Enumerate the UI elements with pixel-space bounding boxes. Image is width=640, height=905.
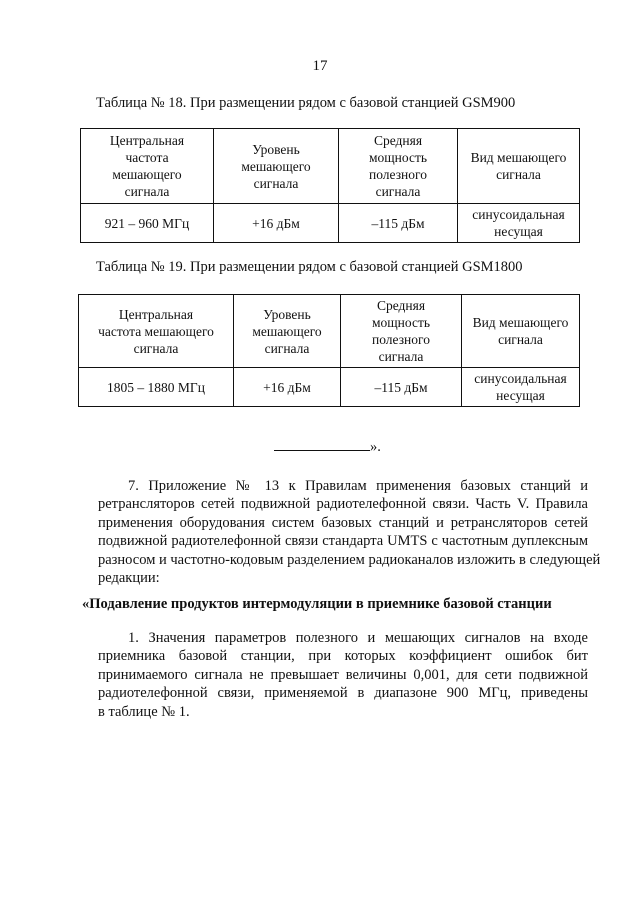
header-line: частота мешающего [98,323,214,339]
paragraph-line: редакции: [98,570,160,587]
header-line: полезного [372,332,430,347]
cell-line: несущая [496,388,545,403]
table-18-header-cell [81,129,214,204]
paragraph-line: принимаемого сигнала не превышает величины 0,001, для сети подвижной [98,666,588,683]
paragraph-line: приемника базовой станции, при которых коэффициент ошибок бит [98,648,588,665]
header-line: Уровень [263,306,311,322]
section-heading: «Подавление продуктов интермодуляции в приемнике базовой станции [82,596,552,612]
table-19-header-row [79,295,580,368]
page-number: 17 [312,58,328,74]
table-18-header-cell [458,129,580,204]
header-line: Уровень [252,141,300,157]
table-cell: +16 дБм [234,368,341,407]
cell-line: синусоидальная [474,371,567,386]
table-19-header-cell [341,295,462,368]
table-19-header-cell [79,295,234,368]
table-19-header-cell [462,295,580,368]
table-cell: –115 дБм [339,204,458,243]
paragraph-line: применения оборудования систем базовых станций и ретрансляторов сетей [98,514,588,531]
header-line: Вид мешающего [470,150,567,165]
table-cell [458,204,580,243]
closing-line [274,438,381,456]
header-line: сигнала [375,184,421,199]
table-18 [80,128,580,243]
table-19-header-cell [234,295,341,368]
table-19-caption: Таблица № 19. При размещении рядом с базовой станцией GSM1800 [96,259,523,275]
table-18-header-row [81,129,580,204]
header-line: полезного [369,167,427,182]
header-line: частота [125,150,169,165]
paragraph-line: ретрансляторов сетей подвижной радиотелефонной связи. Часть V. Правила [98,496,588,513]
table-cell: +16 дБм [214,204,339,243]
header-line: мешающего [241,158,311,174]
header-line: мощность [368,150,428,165]
paragraph-line: 7. Приложение № 13 к Правилам применения базовых станций и [128,478,588,494]
cell-line: несущая [494,224,543,239]
item-7-paragraph [98,477,601,587]
header-line: Средняя [373,133,423,148]
header-line: сигнала [264,340,310,356]
header-line: мешающего [112,167,182,182]
table-row [79,368,580,407]
paragraph-line: в таблице № 1. [98,703,190,720]
table-cell [462,368,580,407]
paragraph-line: разносом и частотно-кодовым разделением радиоканалов изложить в следующей [98,551,601,568]
closing-quote: ». [370,439,381,455]
header-line: Средняя [376,298,426,313]
table-18-header-cell [214,129,339,204]
table-cell: –115 дБм [341,368,462,407]
table-19 [78,294,580,407]
table-18-header-cell [339,129,458,204]
header-line: Центральная [109,133,185,148]
blank-underline [274,438,370,451]
paragraph-line: 1. Значения параметров полезного и мешающих сигналов на входе [128,630,588,646]
table-cell: 921 – 960 МГц [81,204,214,243]
header-line: сигнала [253,175,299,191]
table-cell: 1805 – 1880 МГц [79,368,234,407]
header-line: мешающего [252,323,322,339]
header-line: сигнала [133,340,179,356]
header-line: Центральная [118,306,194,322]
header-line: сигнала [496,167,541,182]
item-1-paragraph [98,629,588,721]
table-18-caption: Таблица № 18. При размещении рядом с базовой станцией GSM900 [96,95,516,111]
paragraph-line: радиотелефонной связи, применяемой в диапазоне 900 МГц, приведены [98,685,588,702]
header-line: сигнала [498,332,543,347]
header-line: сигнала [124,184,170,199]
table-row [81,204,580,243]
header-line: мощность [371,315,431,330]
cell-line: синусоидальная [472,207,565,222]
header-line: сигнала [378,349,424,364]
paragraph-line: подвижной радиотелефонной связи стандарта UMTS с частотным дуплексным [98,533,588,550]
header-line: Вид мешающего [472,315,569,330]
